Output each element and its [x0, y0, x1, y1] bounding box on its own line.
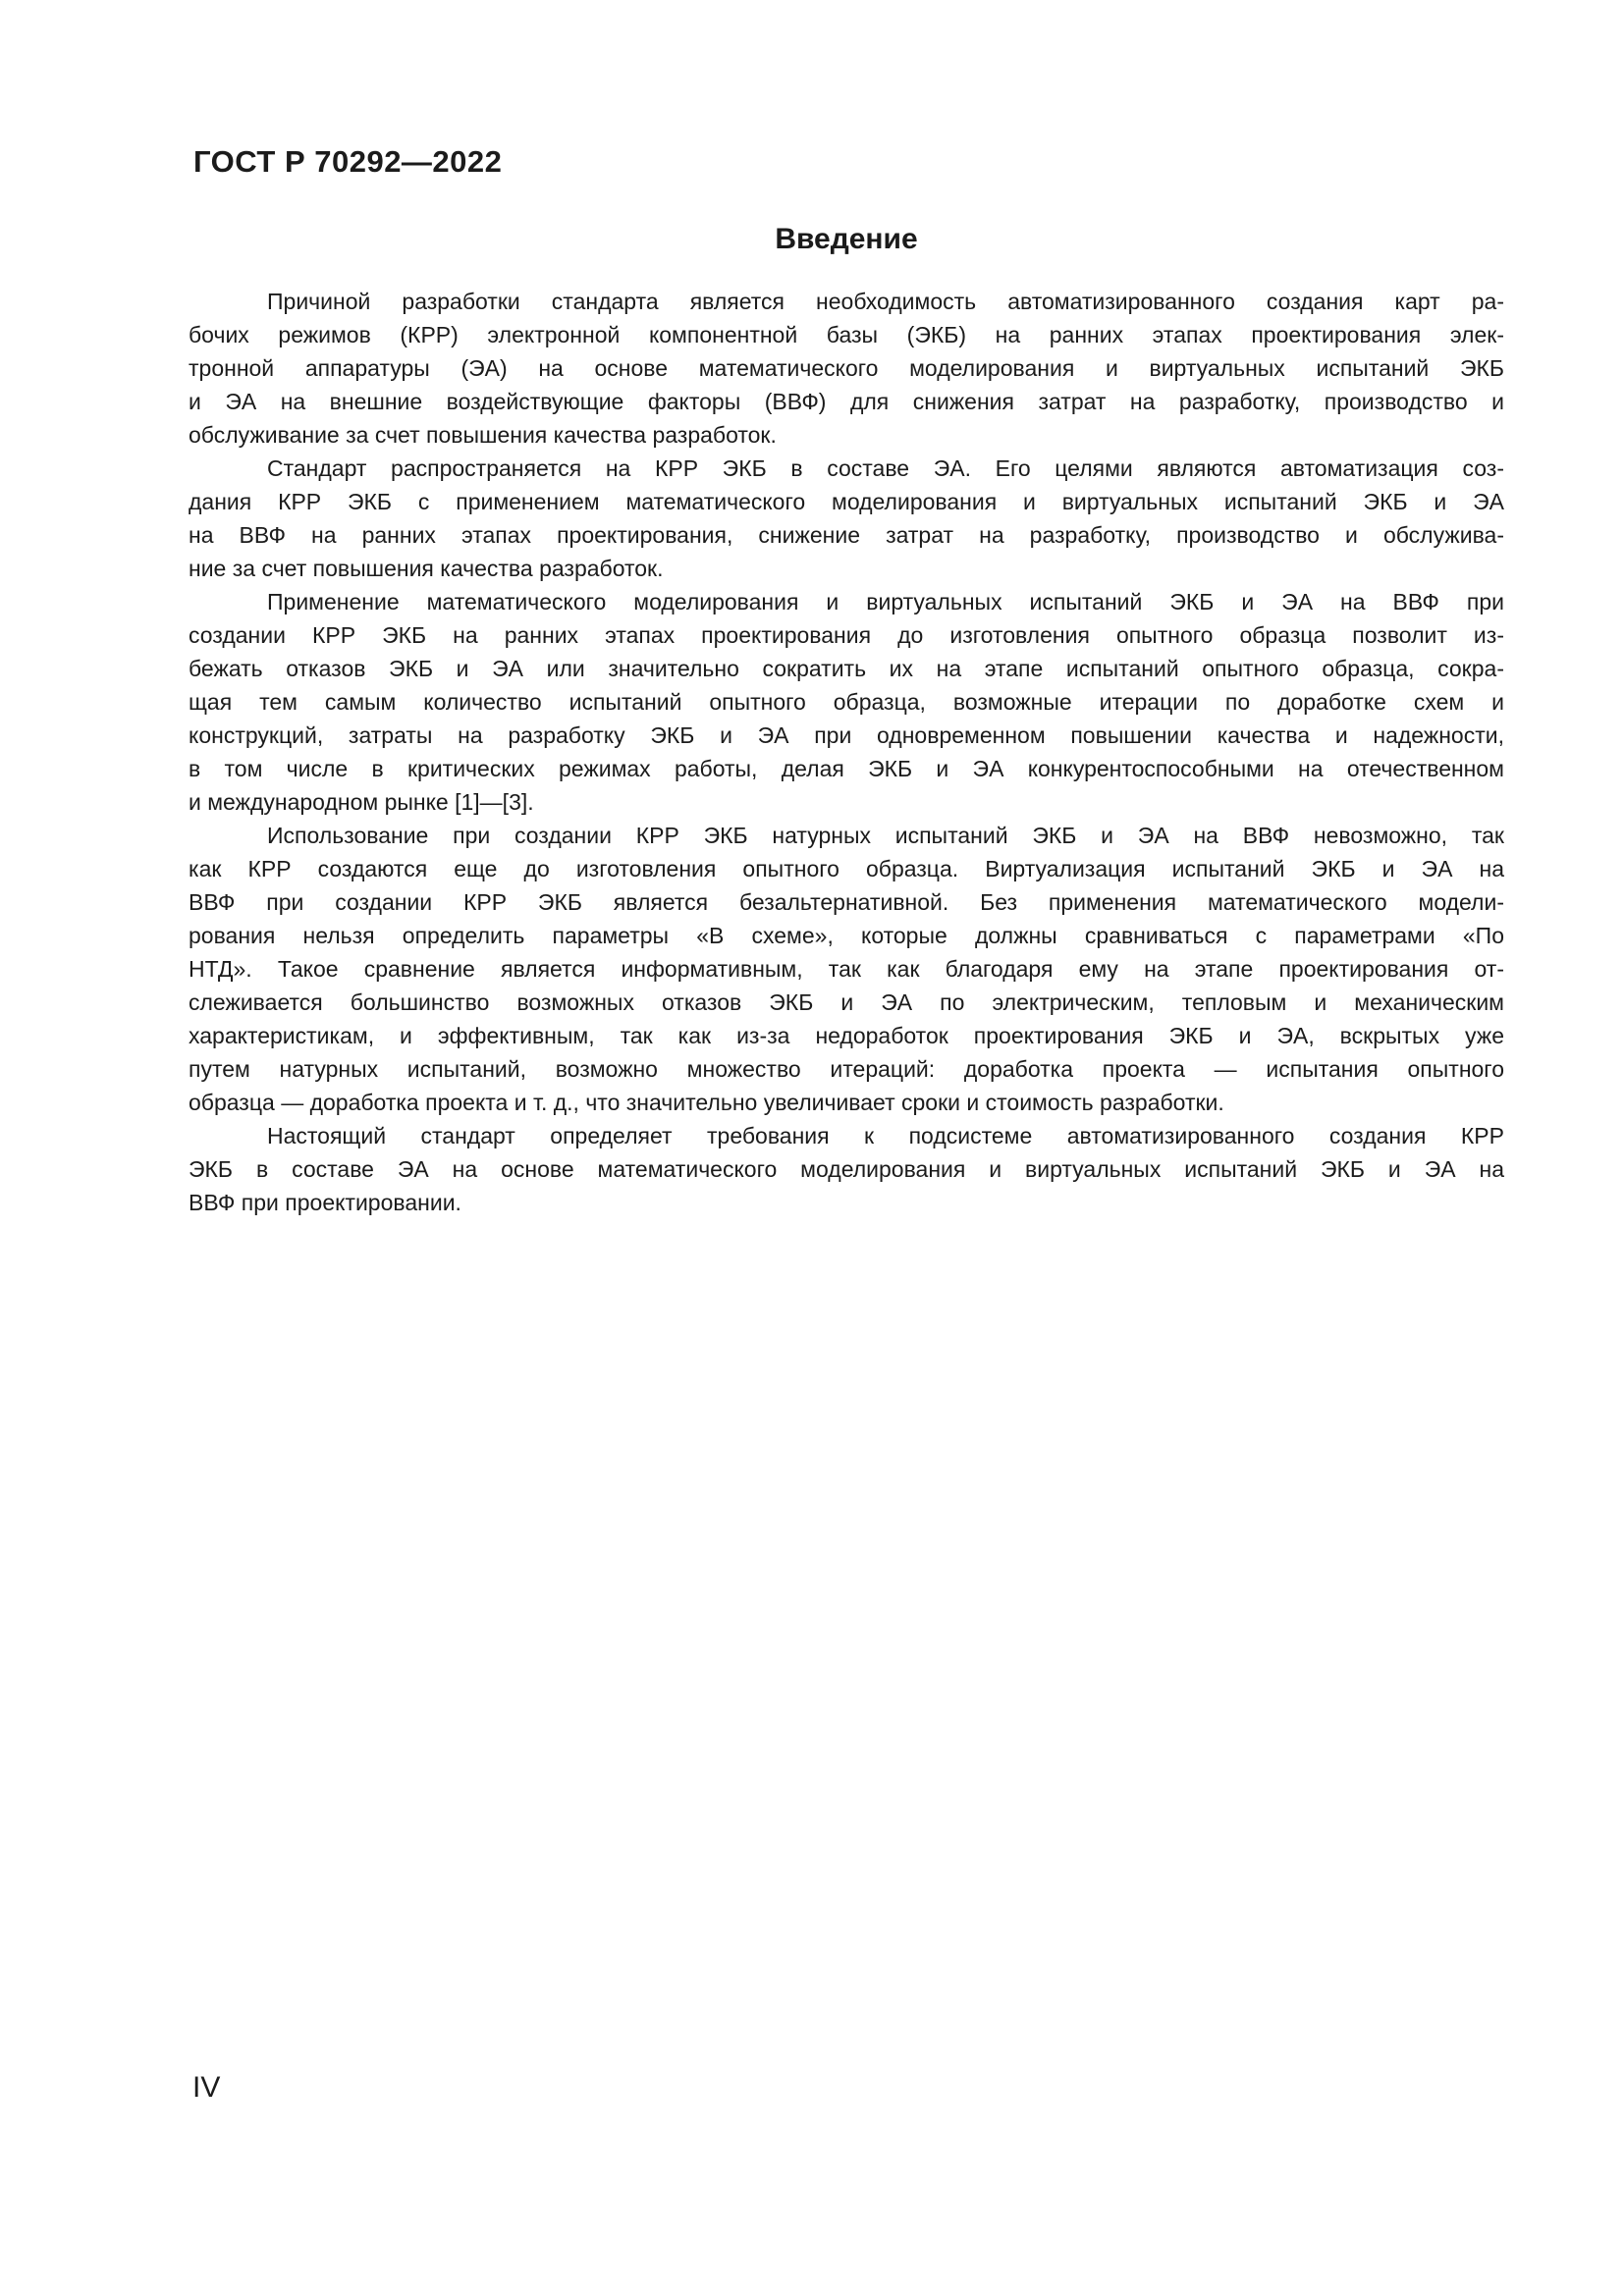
paragraph	[189, 585, 1504, 819]
text-line: щая тем самым количество испытаний опытного образца, возможные итерации по доработке схем и	[189, 689, 1504, 715]
body-text	[189, 285, 1504, 1219]
text-line: ВВФ при создании КРР ЭКБ является безальтернативной. Без применения математического модели-	[189, 889, 1504, 915]
text-line: ЭКБ в составе ЭА на основе математического моделирования и виртуальных испытаний ЭКБ и ЭА на	[189, 1156, 1504, 1182]
paragraph	[189, 819, 1504, 1119]
running-header: ГОСТ Р 70292—2022	[193, 144, 503, 179]
text-line: Стандарт распространяется на КРР ЭКБ в составе ЭА. Его целями являются автоматизация соз-	[267, 455, 1504, 481]
text-line: конструкций, затраты на разработку ЭКБ и ЭА при одновременном повышении качества и надежности,	[189, 722, 1504, 748]
text-line: Использование при создании КРР ЭКБ натурных испытаний ЭКБ и ЭА на ВВФ невозможно, так	[267, 823, 1504, 848]
text-line: обслуживание за счет повышения качества разработок.	[189, 422, 777, 448]
text-line: слеживается большинство возможных отказов ЭКБ и ЭА по электрическим, тепловым и механическим	[189, 989, 1504, 1015]
paragraph	[189, 285, 1504, 452]
text-line: создании КРР ЭКБ на ранних этапах проектирования до изготовления опытного образца позволит из-	[189, 622, 1504, 648]
text-line: бочих режимов (КРР) электронной компонентной базы (ЭКБ) на ранних этапах проектирования элек-	[189, 322, 1504, 347]
text-line: на ВВФ на ранних этапах проектирования, снижение затрат на разработку, производство и обслужива-	[189, 522, 1504, 548]
page-number: IV	[192, 2071, 221, 2104]
text-line: бежать отказов ЭКБ и ЭА или значительно сократить их на этапе испытаний опытного образца, сокра-	[189, 656, 1504, 681]
text-line: ВВФ при проектировании.	[189, 1190, 461, 1215]
text-line: и международном рынке [1]—[3].	[189, 789, 534, 815]
text-line: характеристикам, и эффективным, так как из-за недоработок проектирования ЭКБ и ЭА, вскрытых уже	[189, 1023, 1504, 1048]
text-line: Настоящий стандарт определяет требования к подсистеме автоматизированного создания КРР	[267, 1123, 1504, 1148]
text-line: ние за счет повышения качества разработок.	[189, 556, 664, 581]
text-line: рования нельзя определить параметры «В схеме», которые должны сравниваться с параметрами «По	[189, 923, 1504, 948]
text-line: Причиной разработки стандарта является необходимость автоматизированного создания карт ра-	[267, 289, 1504, 314]
text-line: и ЭА на внешние воздействующие факторы (ВВФ) для снижения затрат на разработку, производство и	[189, 389, 1504, 414]
page-title: Введение	[775, 223, 918, 255]
text-line: образца — доработка проекта и т. д., что значительно увеличивает сроки и стоимость разработки.	[189, 1090, 1224, 1115]
text-line: в том числе в критических режимах работы, делая ЭКБ и ЭА конкурентоспособными на отечественном	[189, 756, 1504, 781]
text-line: путем натурных испытаний, возможно множество итераций: доработка проекта — испытания опытного	[189, 1056, 1504, 1082]
paragraph	[189, 452, 1504, 585]
paragraph	[189, 1119, 1504, 1219]
text-line: НТД». Такое сравнение является информативным, так как благодаря ему на этапе проектирования от-	[189, 956, 1504, 982]
text-line: дания КРР ЭКБ с применением математического моделирования и виртуальных испытаний ЭКБ и ЭА	[189, 489, 1504, 514]
text-line: как КРР создаются еще до изготовления опытного образца. Виртуализация испытаний ЭКБ и ЭА на	[189, 856, 1504, 881]
text-line: тронной аппаратуры (ЭА) на основе математического моделирования и виртуальных испытаний ЭКБ	[189, 355, 1504, 381]
text-line: Применение математического моделирования и виртуальных испытаний ЭКБ и ЭА на ВВФ при	[267, 589, 1504, 614]
